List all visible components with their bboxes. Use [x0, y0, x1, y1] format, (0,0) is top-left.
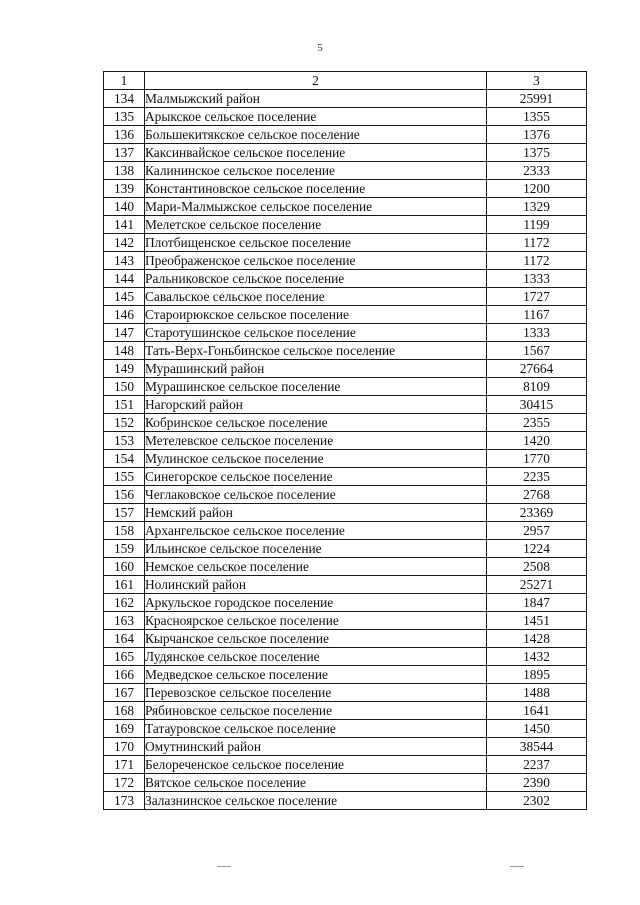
row-number-cell: 139: [104, 180, 145, 198]
row-number-cell: 152: [104, 414, 145, 432]
row-value-cell: 1333: [487, 324, 587, 342]
row-number-cell: 137: [104, 144, 145, 162]
table-row: [104, 234, 587, 252]
table-row: [104, 216, 587, 234]
table-row: [104, 738, 587, 756]
table-row: [104, 198, 587, 216]
row-value-cell: 1224: [487, 540, 587, 558]
table-row: [104, 630, 587, 648]
row-number-cell: 166: [104, 666, 145, 684]
table-row: [104, 792, 587, 810]
row-number-cell: 155: [104, 468, 145, 486]
table-row: [104, 450, 587, 468]
row-value-cell: 25991: [487, 90, 587, 108]
table-row: [104, 180, 587, 198]
scan-mark: [510, 866, 524, 867]
table-body: [104, 90, 587, 810]
table-row: [104, 504, 587, 522]
row-value-cell: 30415: [487, 396, 587, 414]
row-number-cell: 161: [104, 576, 145, 594]
row-name-cell: Мурашинское сельское поселение: [145, 378, 487, 396]
row-name-cell: Константиновское сельское поселение: [145, 180, 487, 198]
row-name-cell: Тать-Верх-Гоньбинское сельское поселение: [145, 342, 487, 360]
table-row: [104, 612, 587, 630]
row-value-cell: 1420: [487, 432, 587, 450]
row-value-cell: 1770: [487, 450, 587, 468]
row-name-cell: Медведское сельское поселение: [145, 666, 487, 684]
row-number-cell: 134: [104, 90, 145, 108]
row-value-cell: 2235: [487, 468, 587, 486]
row-value-cell: 1451: [487, 612, 587, 630]
row-number-cell: 163: [104, 612, 145, 630]
row-number-cell: 173: [104, 792, 145, 810]
row-name-cell: Мари-Малмыжское сельское поселение: [145, 198, 487, 216]
row-name-cell: Аркульское городское поселение: [145, 594, 487, 612]
row-name-cell: Мурашинский район: [145, 360, 487, 378]
row-number-cell: 147: [104, 324, 145, 342]
table-row: [104, 324, 587, 342]
row-name-cell: Рябиновское сельское поселение: [145, 702, 487, 720]
table-row: [104, 720, 587, 738]
row-name-cell: Залазнинское сельское поселение: [145, 792, 487, 810]
row-value-cell: 2390: [487, 774, 587, 792]
row-name-cell: Белореченское сельское поселение: [145, 756, 487, 774]
row-name-cell: Преображенское сельское поселение: [145, 252, 487, 270]
row-value-cell: 1450: [487, 720, 587, 738]
row-name-cell: Нагорский район: [145, 396, 487, 414]
table-row: [104, 756, 587, 774]
row-value-cell: 1172: [487, 234, 587, 252]
table-row: [104, 108, 587, 126]
table-row: [104, 648, 587, 666]
row-name-cell: Малмыжский район: [145, 90, 487, 108]
row-name-cell: Немское сельское поселение: [145, 558, 487, 576]
table-row: [104, 252, 587, 270]
table-row: [104, 162, 587, 180]
page-number: 5: [317, 42, 323, 54]
row-name-cell: Синегорское сельское поселение: [145, 468, 487, 486]
row-number-cell: 154: [104, 450, 145, 468]
row-value-cell: 38544: [487, 738, 587, 756]
row-name-cell: Нолинский район: [145, 576, 487, 594]
table-row: [104, 414, 587, 432]
row-number-cell: 167: [104, 684, 145, 702]
row-number-cell: 158: [104, 522, 145, 540]
table-row: [104, 144, 587, 162]
row-name-cell: Перевозское сельское поселение: [145, 684, 487, 702]
row-value-cell: 1895: [487, 666, 587, 684]
row-value-cell: 1172: [487, 252, 587, 270]
row-name-cell: Архангельское сельское поселение: [145, 522, 487, 540]
row-value-cell: 2768: [487, 486, 587, 504]
row-number-cell: 170: [104, 738, 145, 756]
row-number-cell: 140: [104, 198, 145, 216]
row-value-cell: 2957: [487, 522, 587, 540]
row-number-cell: 168: [104, 702, 145, 720]
row-number-cell: 162: [104, 594, 145, 612]
row-value-cell: 1200: [487, 180, 587, 198]
row-number-cell: 143: [104, 252, 145, 270]
row-value-cell: 27664: [487, 360, 587, 378]
row-name-cell: Кырчанское сельское поселение: [145, 630, 487, 648]
row-name-cell: Вятское сельское поселение: [145, 774, 487, 792]
row-value-cell: 2355: [487, 414, 587, 432]
row-name-cell: Ральниковское сельское поселение: [145, 270, 487, 288]
row-value-cell: 25271: [487, 576, 587, 594]
row-number-cell: 160: [104, 558, 145, 576]
data-table: [103, 71, 587, 810]
row-name-cell: Немский район: [145, 504, 487, 522]
row-value-cell: 2508: [487, 558, 587, 576]
row-number-cell: 146: [104, 306, 145, 324]
row-value-cell: 1641: [487, 702, 587, 720]
row-value-cell: 2237: [487, 756, 587, 774]
row-number-cell: 144: [104, 270, 145, 288]
row-number-cell: 159: [104, 540, 145, 558]
table-row: [104, 396, 587, 414]
row-name-cell: Омутнинский район: [145, 738, 487, 756]
row-number-cell: 135: [104, 108, 145, 126]
table-row: [104, 576, 587, 594]
row-value-cell: 1567: [487, 342, 587, 360]
scan-mark: [217, 866, 231, 867]
row-value-cell: 1428: [487, 630, 587, 648]
row-number-cell: 172: [104, 774, 145, 792]
row-value-cell: 1333: [487, 270, 587, 288]
table-header-row: [104, 72, 587, 90]
row-value-cell: 8109: [487, 378, 587, 396]
row-name-cell: Татауровское сельское поселение: [145, 720, 487, 738]
row-number-cell: 164: [104, 630, 145, 648]
row-value-cell: 1167: [487, 306, 587, 324]
row-number-cell: 150: [104, 378, 145, 396]
row-value-cell: 23369: [487, 504, 587, 522]
row-value-cell: 2302: [487, 792, 587, 810]
row-value-cell: 1847: [487, 594, 587, 612]
table-row: [104, 666, 587, 684]
row-number-cell: 142: [104, 234, 145, 252]
table-row: [104, 774, 587, 792]
column-header-name: 2: [145, 72, 487, 90]
table-row: [104, 126, 587, 144]
row-number-cell: 141: [104, 216, 145, 234]
table-row: [104, 360, 587, 378]
row-number-cell: 136: [104, 126, 145, 144]
column-header-number: 1: [104, 72, 145, 90]
row-name-cell: Ильинское сельское поселение: [145, 540, 487, 558]
table-row: [104, 522, 587, 540]
row-name-cell: Чеглаковское сельское поселение: [145, 486, 487, 504]
row-name-cell: Кобринское сельское поселение: [145, 414, 487, 432]
row-name-cell: Большекитякское сельское поселение: [145, 126, 487, 144]
row-value-cell: 1488: [487, 684, 587, 702]
table-row: [104, 270, 587, 288]
row-number-cell: 149: [104, 360, 145, 378]
row-name-cell: Метелевское сельское поселение: [145, 432, 487, 450]
table-row: [104, 702, 587, 720]
table-row: [104, 468, 587, 486]
row-value-cell: 1375: [487, 144, 587, 162]
row-name-cell: Арыкское сельское поселение: [145, 108, 487, 126]
table-row: [104, 594, 587, 612]
row-name-cell: Калининское сельское поселение: [145, 162, 487, 180]
table-row: [104, 684, 587, 702]
table-row: [104, 378, 587, 396]
row-number-cell: 145: [104, 288, 145, 306]
table-row: [104, 486, 587, 504]
row-name-cell: Лудянское сельское поселение: [145, 648, 487, 666]
row-number-cell: 153: [104, 432, 145, 450]
row-number-cell: 171: [104, 756, 145, 774]
row-number-cell: 157: [104, 504, 145, 522]
row-name-cell: Каксинвайское сельское поселение: [145, 144, 487, 162]
row-value-cell: 1355: [487, 108, 587, 126]
table-row: [104, 342, 587, 360]
column-header-value: 3: [487, 72, 587, 90]
row-name-cell: Старотушинское сельское поселение: [145, 324, 487, 342]
row-value-cell: 1329: [487, 198, 587, 216]
row-name-cell: Красноярское сельское поселение: [145, 612, 487, 630]
table-row: [104, 432, 587, 450]
table-row: [104, 306, 587, 324]
row-number-cell: 151: [104, 396, 145, 414]
table-row: [104, 288, 587, 306]
row-name-cell: Мелетское сельское поселение: [145, 216, 487, 234]
row-name-cell: Савальское сельское поселение: [145, 288, 487, 306]
row-name-cell: Мулинское сельское поселение: [145, 450, 487, 468]
table-row: [104, 540, 587, 558]
row-number-cell: 138: [104, 162, 145, 180]
row-value-cell: 1727: [487, 288, 587, 306]
table-row: [104, 558, 587, 576]
row-number-cell: 156: [104, 486, 145, 504]
table-row: [104, 90, 587, 108]
row-value-cell: 1432: [487, 648, 587, 666]
row-number-cell: 169: [104, 720, 145, 738]
row-value-cell: 2333: [487, 162, 587, 180]
row-value-cell: 1199: [487, 216, 587, 234]
row-name-cell: Староирюкское сельское поселение: [145, 306, 487, 324]
row-number-cell: 165: [104, 648, 145, 666]
row-number-cell: 148: [104, 342, 145, 360]
row-name-cell: Плотбищенское сельское поселение: [145, 234, 487, 252]
row-value-cell: 1376: [487, 126, 587, 144]
